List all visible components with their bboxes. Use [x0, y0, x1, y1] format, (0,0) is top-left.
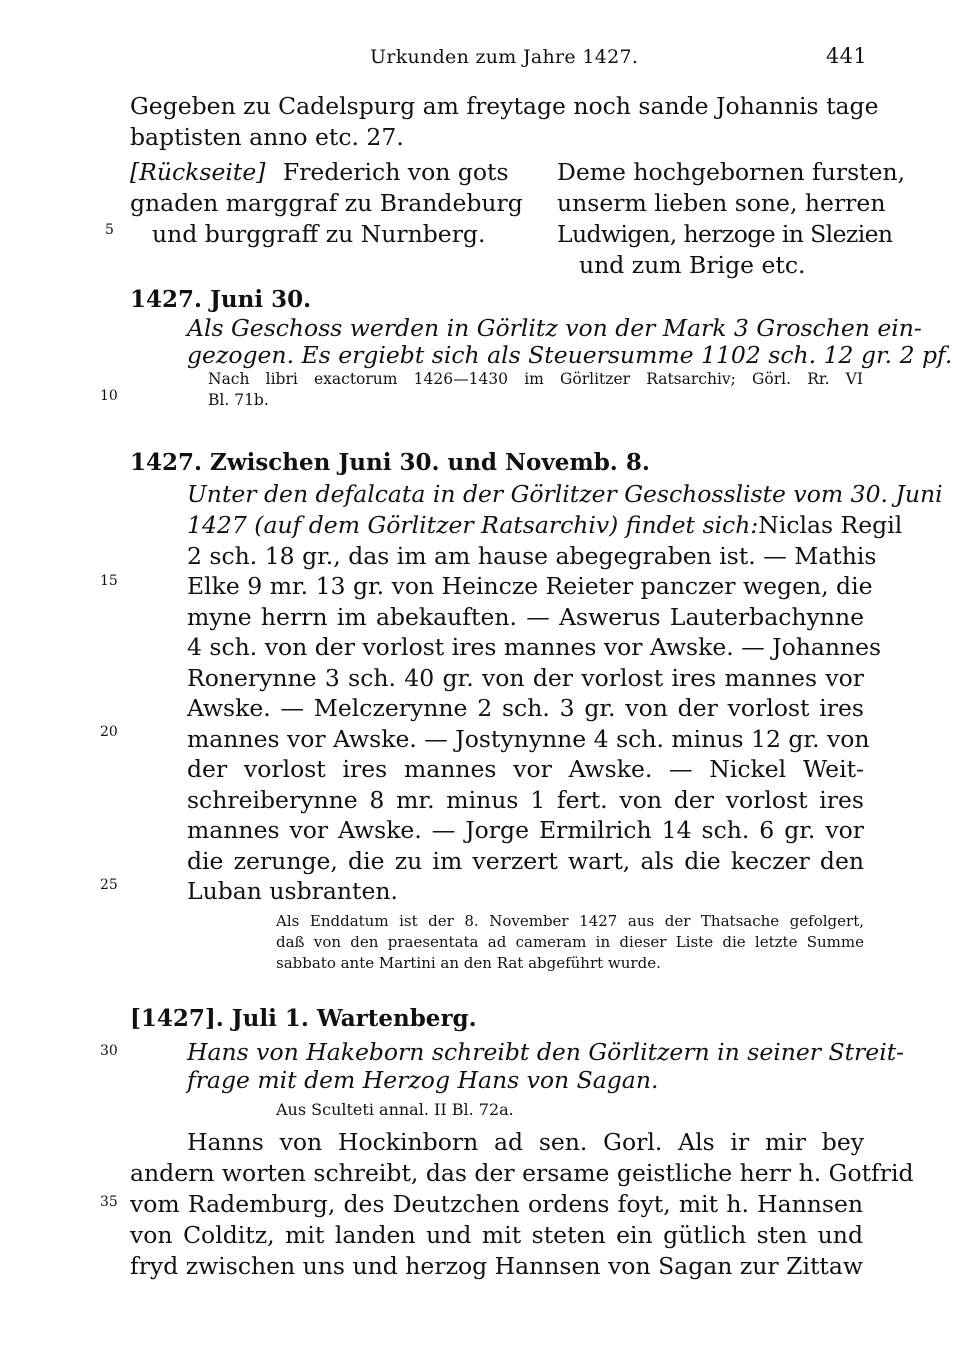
- doc3-note-line: daß von den praesentata ad cameram in dieser Liste die letzte Summe: [276, 933, 864, 951]
- doc2-source-line: Nach libri exactorum 1426—1430 im Görlitzer Ratsarchiv; Görl. Rr. VI: [208, 370, 863, 388]
- doc4-body-line: Hanns von Hockinborn ad sen. Gorl. Als ir mir bey: [187, 1128, 864, 1156]
- doc3-body-line: der vorlost ires mannes vor Awske. — Nickel Weit-: [187, 755, 864, 783]
- doc2-source-line: Bl. 71b.: [208, 391, 269, 409]
- doc2-summary-line: gezogen. Es ergiebt sich als Steuersumme 1102 sch. 12 gr. 2 pf.: [187, 341, 953, 369]
- doc3-body-line: Elke 9 mr. 13 gr. von Heincze Reieter panczer wegen, die: [187, 572, 873, 600]
- line-number: 15: [100, 573, 118, 589]
- line-number: 10: [100, 388, 118, 404]
- doc3-body-line: die zerunge, die zu im verzert wart, als die keczer den: [187, 847, 864, 875]
- doc4-body-line: vom Rademburg, des Deutzchen ordens foyt, mit h. Hannsen: [130, 1190, 863, 1218]
- line-number: 20: [100, 724, 118, 740]
- doc1-line1: Gegeben zu Cadelspurg am freytage noch sande Johannis tage: [130, 92, 879, 120]
- doc3-body-line: Awske. — Melczerynne 2 sch. 3 gr. von der vorlost ires: [187, 694, 864, 722]
- line-number: 25: [100, 877, 118, 893]
- line-number: 5: [105, 222, 114, 238]
- doc3-body-line: mannes vor Awske. — Jostynynne 4 sch. minus 12 gr. von: [187, 725, 870, 753]
- address-left-line: Frederich von gots: [282, 158, 509, 186]
- doc2-summary-line: Als Geschoss werden in Görlitz von der Mark 3 Groschen ein-: [187, 314, 922, 342]
- doc3-heading: 1427. Zwischen Juni 30. und Novemb. 8.: [130, 449, 650, 476]
- doc3-note-line: Als Enddatum ist der 8. November 1427 aus der Thatsache gefolgert,: [276, 912, 864, 930]
- doc3-intro-line: Unter den defalcata in der Görlitzer Geschossliste vom 30. Juni: [187, 480, 943, 508]
- doc3-body-line: schreiberynne 8 mr. minus 1 fert. von der vorlost ires: [187, 786, 864, 814]
- address-left-line: und burggraff zu Nurnberg.: [152, 220, 486, 248]
- address-right-line: und zum Brige etc.: [579, 251, 806, 279]
- page-number: 441: [826, 44, 867, 68]
- doc3-intro-line: 1427 (auf dem Görlitzer Ratsarchiv) findet sich:: [187, 511, 759, 539]
- doc2-heading: 1427. Juni 30.: [130, 286, 312, 313]
- doc4-body-line: fryd zwischen uns und herzog Hannsen von Sagan zur Zittaw: [130, 1252, 863, 1280]
- doc3-intro-row: [187, 511, 903, 539]
- doc4-body-line: andern worten schreibt, das der ersame geistliche herr h. Gotfrid: [130, 1159, 914, 1187]
- doc4-summary-line: frage mit dem Herzog Hans von Sagan.: [187, 1066, 659, 1094]
- address-right-line: unserm lieben sone, herren: [557, 189, 886, 217]
- doc3-note-line: sabbato ante Martini an den Rat abgeführt wurde.: [276, 954, 661, 972]
- address-left-line: gnaden marggraf zu Brandeburg: [130, 189, 523, 217]
- doc3-body-line: Ronerynne 3 sch. 40 gr. von der vorlost ires mannes vor: [187, 664, 864, 692]
- line-number: 30: [100, 1043, 118, 1059]
- address-right-line: Deme hochgebornen fursten,: [557, 158, 906, 186]
- doc3-intro-tail: Niclas Regil: [758, 511, 903, 539]
- doc1-line2: baptisten anno etc. 27.: [130, 123, 404, 151]
- doc4-body-line: von Colditz, mit landen und mit steten ein gütlich sten und: [130, 1221, 863, 1249]
- doc4-summary-line: Hans von Hakeborn schreibt den Görlitzern in seiner Streit-: [187, 1038, 905, 1066]
- doc3-body-line: 2 sch. 18 gr., das im am hause abegegraben ist. — Mathis: [187, 542, 877, 570]
- doc4-heading: [1427]. Juli 1. Wartenberg.: [130, 1005, 477, 1032]
- line-number: 35: [100, 1194, 118, 1210]
- address-right-line: Ludwigen, herzoge in Slezien: [557, 220, 893, 248]
- doc3-body-line: mannes vor Awske. — Jorge Ermilrich 14 sch. 6 gr. vor: [187, 816, 864, 844]
- doc3-body-line: 4 sch. von der vorlost ires mannes vor Awske. — Johannes: [187, 633, 882, 661]
- running-title: Urkunden zum Jahre 1427.: [370, 46, 639, 68]
- doc4-source: Aus Sculteti annal. II Bl. 72a.: [276, 1100, 514, 1119]
- doc1-address-left: [130, 158, 509, 186]
- doc3-body-line: myne herrn im abekauften. — Aswerus Lauterbachynne: [187, 603, 864, 631]
- doc3-body-line: Luban usbranten.: [187, 877, 398, 905]
- rueckseite-label: [Rückseite]: [130, 158, 266, 186]
